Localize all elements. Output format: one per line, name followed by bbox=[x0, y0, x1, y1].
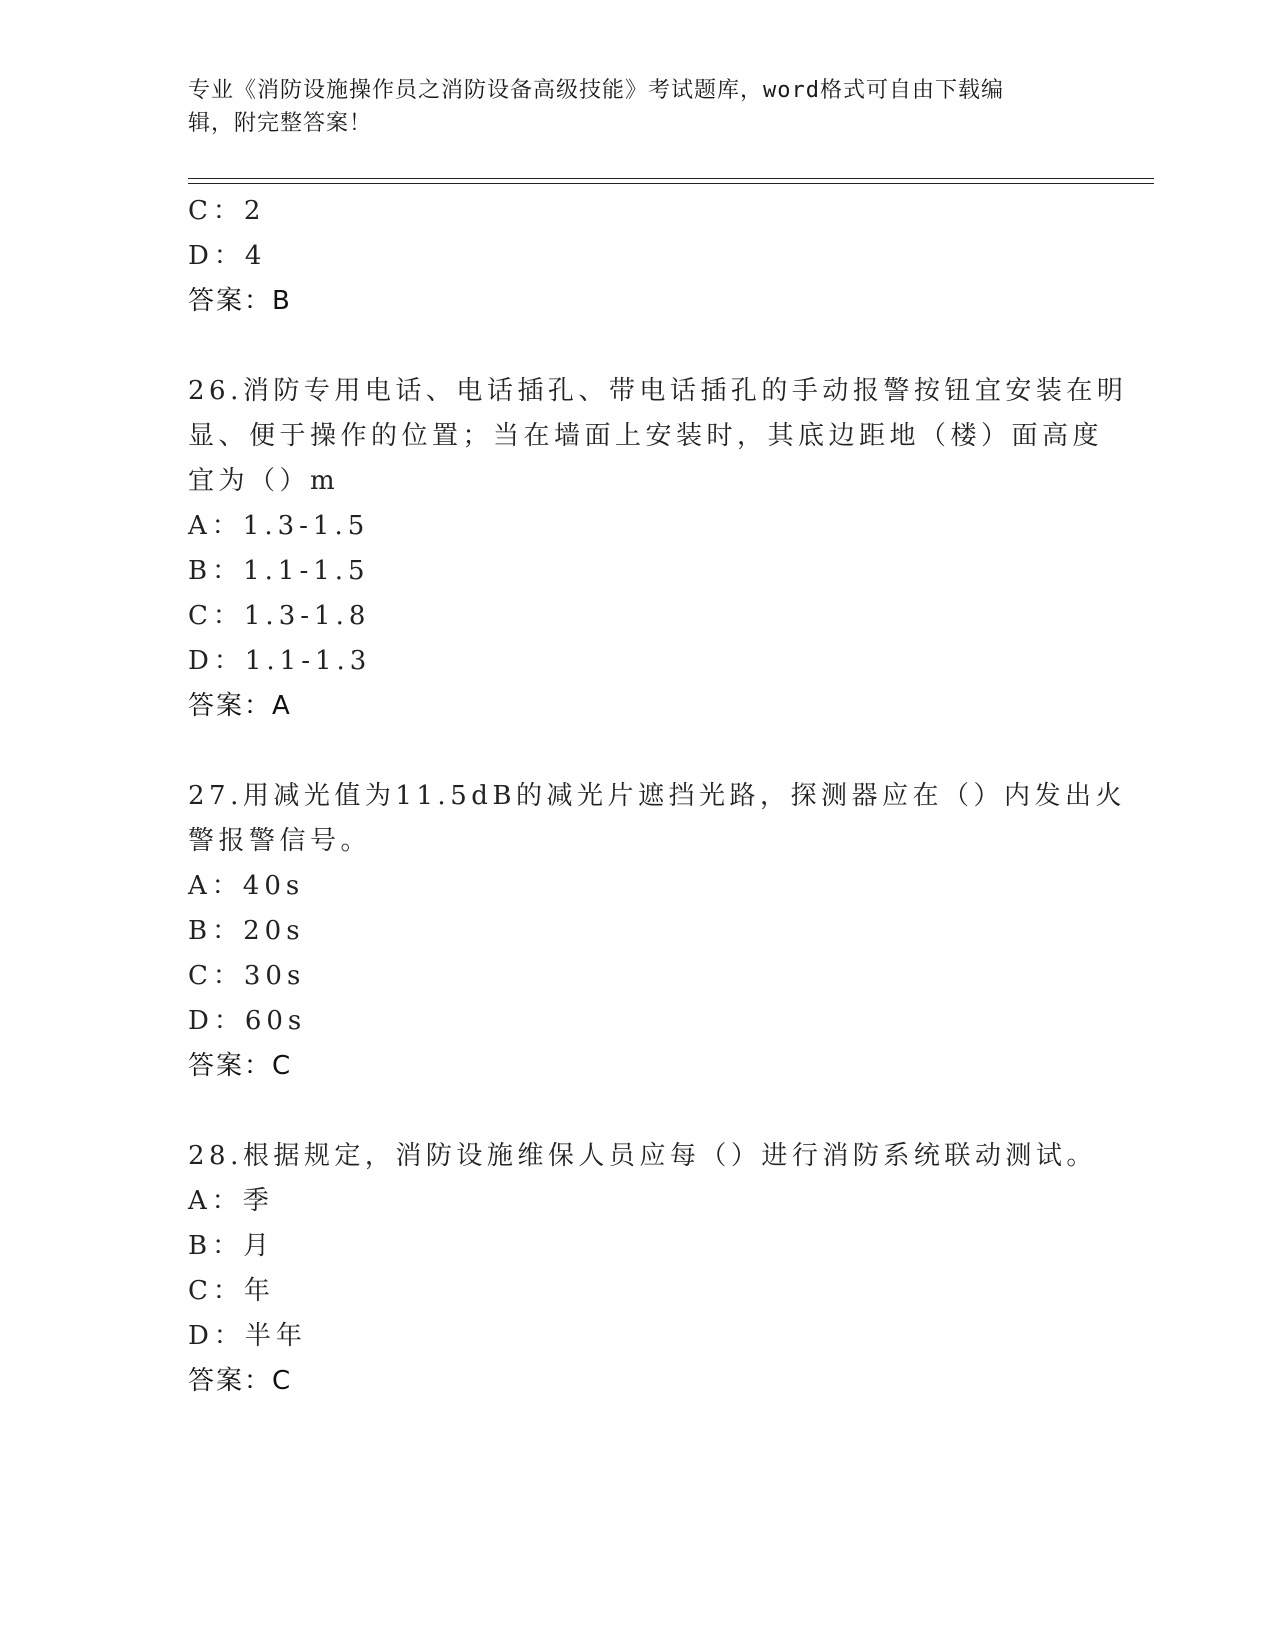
header-line-2: 辑，附完整答案！ bbox=[188, 111, 373, 136]
option-b: B：月 bbox=[188, 1231, 275, 1261]
option-a: A：1.3-1.5 bbox=[188, 511, 370, 541]
option-b: B：20s bbox=[188, 916, 305, 946]
option-c: C：1.3-1.8 bbox=[188, 601, 371, 631]
option-d: D：4 bbox=[188, 241, 267, 271]
option-c: C：2 bbox=[188, 196, 266, 226]
answer-line: 答案：A bbox=[188, 691, 292, 721]
option-d: D：60s bbox=[188, 1006, 307, 1036]
question-26-line-1: 26.消防专用电话、电话插孔、带电话插孔的手动报警按钮宜安装在明 bbox=[188, 376, 1128, 406]
header-rule-top bbox=[188, 178, 1154, 179]
option-d: D：1.1-1.3 bbox=[188, 646, 372, 676]
question-27-line-2: 警报警信号。 bbox=[188, 826, 372, 856]
option-a: A：季 bbox=[188, 1186, 274, 1216]
option-d: D：半年 bbox=[188, 1321, 307, 1351]
option-c: C：30s bbox=[188, 961, 306, 991]
answer-line: 答案：B bbox=[188, 286, 292, 316]
question-26-line-3: 宜为（）m bbox=[188, 466, 340, 496]
option-b: B：1.1-1.5 bbox=[188, 556, 370, 586]
answer-line: 答案：C bbox=[188, 1051, 293, 1081]
header-rule-bottom bbox=[188, 183, 1154, 184]
question-26-line-2: 显、便于操作的位置；当在墙面上安装时，其底边距地（楼）面高度 bbox=[188, 421, 1104, 451]
answer-line: 答案：C bbox=[188, 1366, 293, 1396]
question-28-line-1: 28.根据规定，消防设施维保人员应每（）进行消防系统联动测试。 bbox=[188, 1141, 1097, 1171]
question-27-line-1: 27.用减光值为11.5dB的减光片遮挡光路，探测器应在（）内发出火 bbox=[188, 781, 1126, 811]
option-c: C：年 bbox=[188, 1276, 275, 1306]
option-a: A：40s bbox=[188, 871, 305, 901]
header-line-1: 专业《消防设施操作员之消防设备高级技能》考试题库，word格式可自由下载编 bbox=[188, 78, 1004, 103]
document-header bbox=[188, 74, 1068, 140]
